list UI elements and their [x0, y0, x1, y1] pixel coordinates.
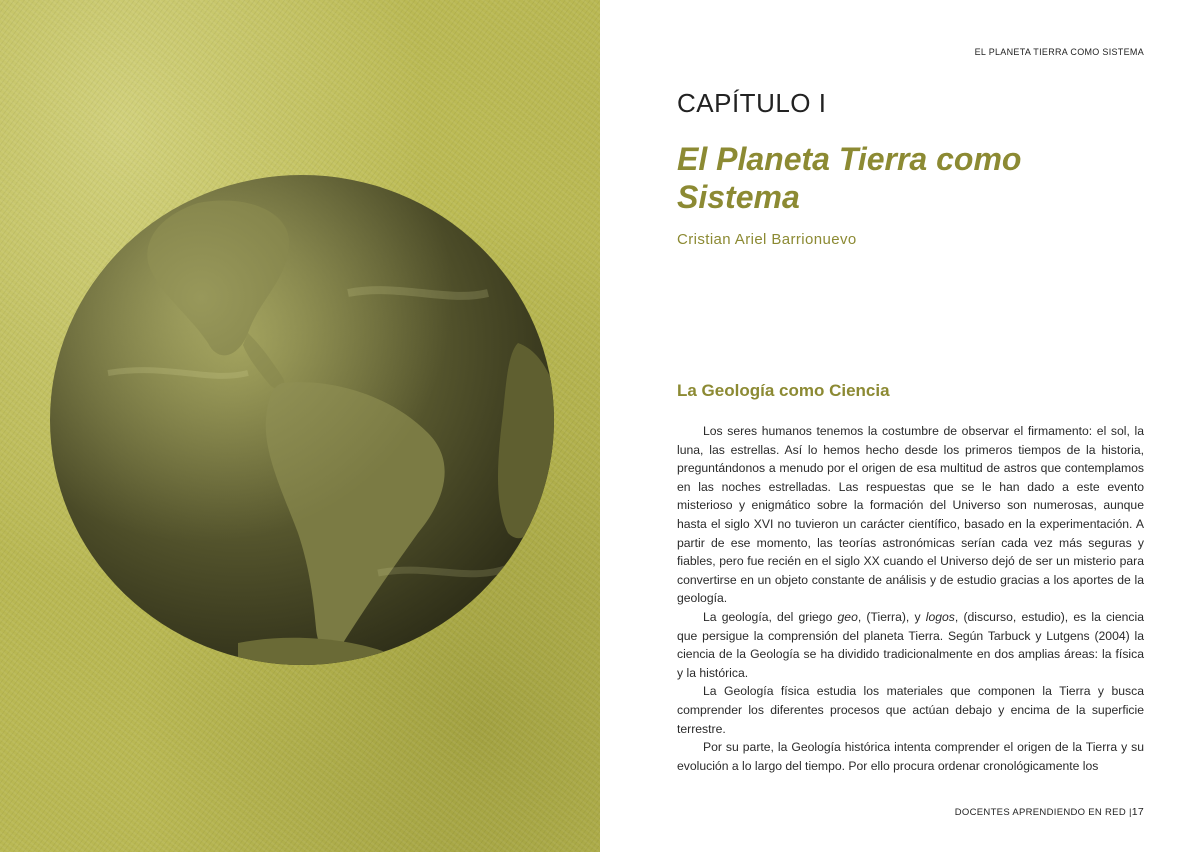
chapter-title: El Planeta Tierra como Sistema — [677, 141, 1022, 215]
text-page — [600, 0, 1200, 852]
footer-separator: | — [1128, 807, 1132, 818]
paragraph — [677, 608, 1144, 682]
body-text — [677, 422, 1144, 775]
paragraph: Los seres humanos tenemos la costumbre de observar el firmamento: el sol, la luna, las estrellas. Así lo hemos hecho desde los primeros tiempos de la historia, preguntándonos a menudo por el origen de esa multitud de astros que contemplamos en las noches estrelladas. Las respuestas que se le han dado a este evento misterioso y enigmático sobre la formación del Universo son numerosas, aunque hasta el siglo XVI no tuvieron un carácter científico, basado en la experimentación. A partir de ese momento, las teorías astronómicas serían cada vez más seguras y fiables, pero fue recién en el siglo XX cuando el Universo dejó de ser un misterio para convertirse en un objeto constante de análisis y de estudio gracias a los aportes de la geología. — [677, 424, 1144, 606]
earth-globe-image — [48, 173, 556, 667]
section-heading: La Geología como Ciencia — [677, 381, 890, 400]
paragraph: La Geología física estudia los materiales que componen la Tierra y busca comprender los diferentes procesos que actúan debajo y encima de la superficie terrestre. — [677, 684, 1144, 736]
emphasis-term: logos — [925, 609, 955, 624]
page-number: 17 — [1131, 806, 1144, 818]
paragraph-text: , (discurso, estudio), es la ciencia que persigue la comprensión del planeta Tierra. Según Tarbuck y Lutgens (2004) la ciencia de la Geología se ha dividido tradicionalmente en dos amplias áreas: la física y la histórica. — [677, 609, 1144, 680]
emphasis-term: geo — [837, 609, 858, 624]
running-head: EL PLANETA TIERRA COMO SISTEMA — [974, 47, 1144, 57]
chapter-label: CAPÍTULO I — [677, 88, 827, 118]
paragraph-text: La geología, del griego — [703, 609, 838, 624]
page-footer — [955, 806, 1144, 818]
footer-label: DOCENTES APRENDIENDO EN RED — [954, 807, 1126, 818]
author-name: Cristian Ariel Barrionuevo — [677, 231, 857, 248]
paragraph-text: , (Tierra), y — [857, 609, 926, 624]
paragraph: Por su parte, la Geología histórica intenta comprender el origen de la Tierra y su evolución a lo largo del tiempo. Por ello procura ordenar cronológicamente los — [677, 740, 1144, 773]
